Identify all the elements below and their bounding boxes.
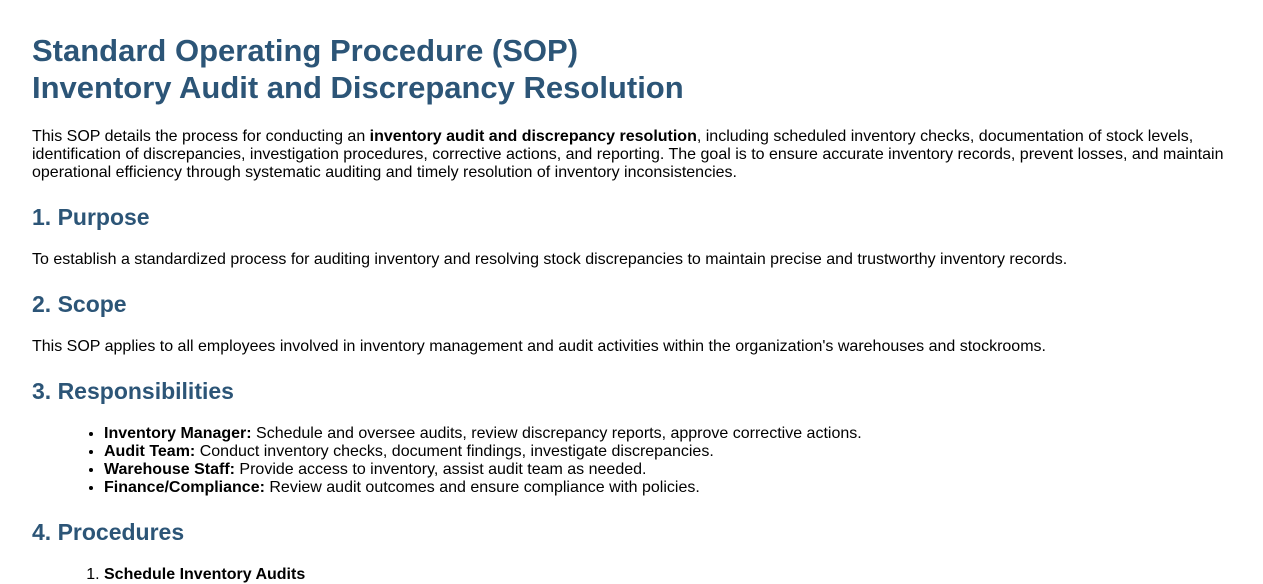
role-description: Review audit outcomes and ensure compliance with policies. [264,479,700,496]
title-line-2: Inventory Audit and Discrepancy Resolution [32,70,684,105]
section-heading-procedures: 4. Procedures [32,519,185,545]
section-text-scope: This SOP applies to all employees involved in inventory management and audit activities within the organization's warehouses and stockrooms. [32,338,1046,355]
role-label: Warehouse Staff: [104,461,235,478]
role-label: Audit Team: [104,443,196,460]
list-item [104,443,1231,461]
page-title [32,0,1231,106]
section-text-purpose: To establish a standardized process for auditing inventory and resolving stock discrepancies to maintain precise and trustworthy inventory records. [32,251,1068,268]
section-heading-responsibilities: 3. Responsibilities [32,378,234,404]
list-item [104,461,1231,479]
procedures-list [32,566,1231,584]
intro-text-bold: inventory audit and discrepancy resolution [369,128,697,145]
list-item [104,566,1231,584]
role-description: Conduct inventory checks, document findings, investigate discrepancies. [195,443,714,460]
role-description: Provide access to inventory, assist audit team as needed. [234,461,647,478]
intro-text-after: , including scheduled inventory checks, documentation of stock levels, identification of discrepancies, investigation procedures, corrective actions, and reporting. The goal is to ensure accurate inventory records, prevent losses, and maintain operational efficiency through systematic auditing and timely resolution of inventory inconsistencies. [32,128,1224,181]
section-heading-scope: 2. Scope [32,291,127,317]
role-label: Inventory Manager: [104,425,252,442]
intro-paragraph [32,128,1231,182]
role-label: Finance/Compliance: [104,479,265,496]
list-item [104,425,1231,443]
list-item [104,479,1231,497]
intro-text-before: This SOP details the process for conducting an [32,128,370,145]
procedure-step-title: Schedule Inventory Audits [104,566,306,583]
responsibilities-list [32,425,1231,497]
section-heading-purpose: 1. Purpose [32,204,150,230]
role-description: Schedule and oversee audits, review discrepancy reports, approve corrective actions. [251,425,862,442]
title-line-1: Standard Operating Procedure (SOP) [32,33,579,68]
